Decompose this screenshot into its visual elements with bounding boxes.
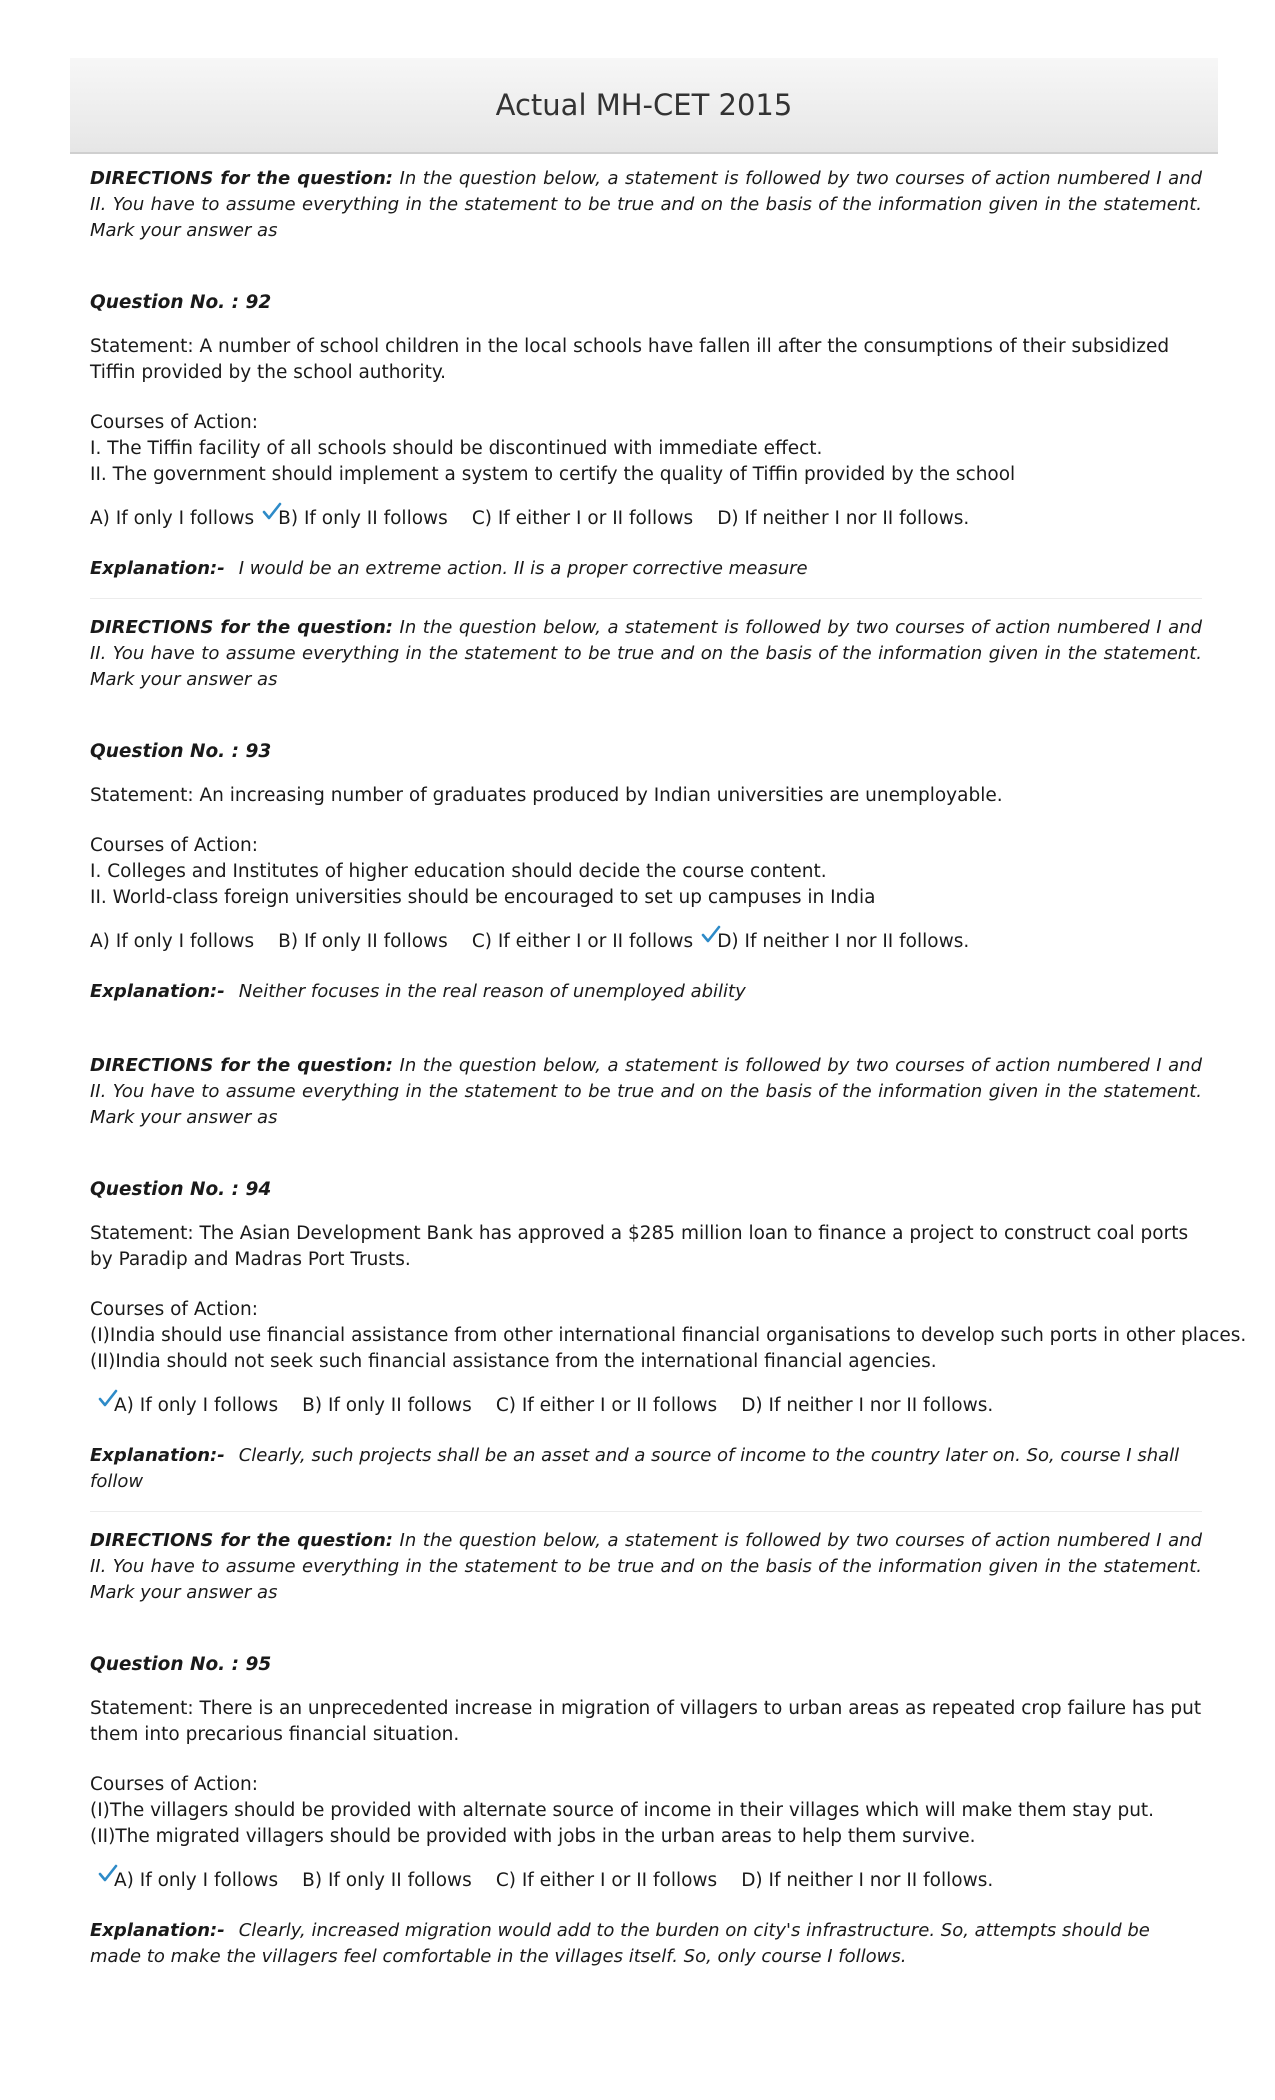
explanation-text: Neither focuses in the real reason of unemployed ability [238,981,746,1002]
directions-label: DIRECTIONS for the question: [90,1530,393,1551]
option-c-label: C) If either I or II follows [495,1395,718,1416]
option-a-label: A) If only I follows [114,1870,279,1891]
option-c [472,506,693,532]
option-d-label: D) If neither I nor II follows. [741,1870,994,1891]
option-b [302,1393,472,1419]
question-statement: Statement: There is an unprecedented increase in migration of villagers to urban areas as repeated crop failure has put them into precarious financial situation. [90,1698,1202,1745]
course-item: (I)The villagers should be provided with alternate source of income in their villages which will make them stay put. [90,1800,1155,1821]
question-statement: Statement: A number of school children in the local schools have fallen ill after the consumptions of their subsidized Tiffin provided by the school authority. [90,336,1170,383]
option-c [472,929,693,955]
option-a [90,929,254,955]
option-d-label: D) If neither I nor II follows. [717,508,970,529]
option-d-label: D) If neither I nor II follows. [741,1395,994,1416]
option-b [302,1868,472,1894]
question-number: Question No. : 93 [90,741,272,762]
explanation-label: Explanation:- [90,1920,225,1941]
explanation-text: Clearly, such projects shall be an asset and a source of income to the country later on. So, course I shall follow [90,1445,1180,1492]
option-a-label: A) If only I follows [90,508,255,529]
course-item: (I)India should use financial assistance from other international financial organisations to develop such ports in other places. [90,1325,1247,1346]
directions [90,615,1202,693]
option-c-label: C) If either I or II follows [471,508,694,529]
correct-check-icon [262,502,282,522]
course-item: II. The government should implement a system to certify the quality of Tiffin provided by the school [90,464,1016,485]
question-statement: Statement: An increasing number of graduates produced by Indian universities are unemployable. [90,785,1003,806]
option-a-label: A) If only I follows [90,931,255,952]
directions-label: DIRECTIONS for the question: [90,168,393,189]
course-item: I. The Tiffin facility of all schools should be discontinued with immediate effect. [90,438,823,459]
option-b-label: B) If only II follows [278,508,448,529]
question-block-94 [90,1053,1247,1512]
answer-options [90,929,1202,955]
course-item: I. Colleges and Institutes of higher education should decide the course content. [90,861,827,882]
directions [90,166,1202,244]
option-c-label: C) If either I or II follows [495,1870,718,1891]
courses-of-action [90,833,1202,911]
explanation-label: Explanation:- [90,1445,225,1466]
question-statement: Statement: The Asian Development Bank has approved a $285 million loan to finance a project to construct coal ports by Paradip and Madras Port Trusts. [90,1223,1189,1270]
question-number: Question No. : 94 [90,1179,272,1200]
question-number: Question No. : 92 [90,292,272,313]
answer-options [90,506,1202,532]
course-item: (II)The migrated villagers should be provided with jobs in the urban areas to help them survive. [90,1826,976,1847]
option-a [90,506,254,532]
option-c-label: C) If either I or II follows [471,931,694,952]
courses-heading: Courses of Action: [90,835,258,856]
page-title: Actual MH-CET 2015 [495,88,793,122]
explanation [90,556,1202,582]
question-block-95 [90,1528,1202,1986]
correct-check-icon [701,925,721,945]
explanation-text: I would be an extreme action. II is a proper corrective measure [238,558,808,579]
option-d-label: D) If neither I nor II follows. [717,931,970,952]
question-block-93 [90,615,1202,1021]
directions-label: DIRECTIONS for the question: [90,1055,393,1076]
directions [90,1053,1202,1131]
option-b-label: B) If only II follows [302,1870,472,1891]
directions-label: DIRECTIONS for the question: [90,617,393,638]
option-d [741,1868,993,1894]
directions-text: In the question below, a statement is followed by two courses of action numbered I and II. You have to assume everything in the statement to be true and on the basis of the information given in the statement. Mark your answer as [90,168,1202,241]
directions-text: In the question below, a statement is followed by two courses of action numbered I and II. You have to assume everything in the statement to be true and on the basis of the information given in the statement. Mark your answer as [90,1055,1202,1128]
courses-of-action [90,1297,1247,1375]
courses-heading: Courses of Action: [90,1299,258,1320]
explanation [90,979,1202,1005]
courses-of-action [90,410,1202,488]
option-b [278,929,448,955]
explanation [90,1918,1202,1970]
explanation-label: Explanation:- [90,981,225,1002]
explanation-text: Clearly, increased migration would add to the burden on city's infrastructure. So, attempts should be made to make the villagers feel comfortable in the villages itself. So, only course I follows. [90,1920,1150,1967]
option-b-label: B) If only II follows [302,1395,472,1416]
page-header [70,58,1218,154]
option-a-label: A) If only I follows [114,1395,279,1416]
correct-check-icon [98,1864,118,1884]
directions-text: In the question below, a statement is followed by two courses of action numbered I and II. You have to assume everything in the statement to be true and on the basis of the information given in the statement. Mark your answer as [90,1530,1202,1603]
directions-text: In the question below, a statement is followed by two courses of action numbered I and II. You have to assume everything in the statement to be true and on the basis of the information given in the statement. Mark your answer as [90,617,1202,690]
courses-heading: Courses of Action: [90,1774,258,1795]
correct-check-icon [98,1389,118,1409]
directions [90,1528,1202,1606]
option-d [717,506,969,532]
option-b [278,506,448,532]
option-d [717,929,969,955]
answer-options [114,1393,1202,1419]
question-block-92 [90,166,1202,599]
answer-options [114,1868,1202,1894]
option-c [496,1868,717,1894]
option-a [114,1868,278,1894]
course-item: (II)India should not seek such financial assistance from the international financial agencies. [90,1351,937,1372]
option-b-label: B) If only II follows [278,931,448,952]
course-item: II. World-class foreign universities should be encouraged to set up campuses in India [90,887,876,908]
explanation-label: Explanation:- [90,558,225,579]
option-a [114,1393,278,1419]
courses-heading: Courses of Action: [90,412,258,433]
question-list [90,166,1247,1986]
explanation [90,1443,1202,1495]
courses-of-action [90,1772,1202,1850]
option-d [741,1393,993,1419]
question-number: Question No. : 95 [90,1654,272,1675]
option-c [496,1393,717,1419]
